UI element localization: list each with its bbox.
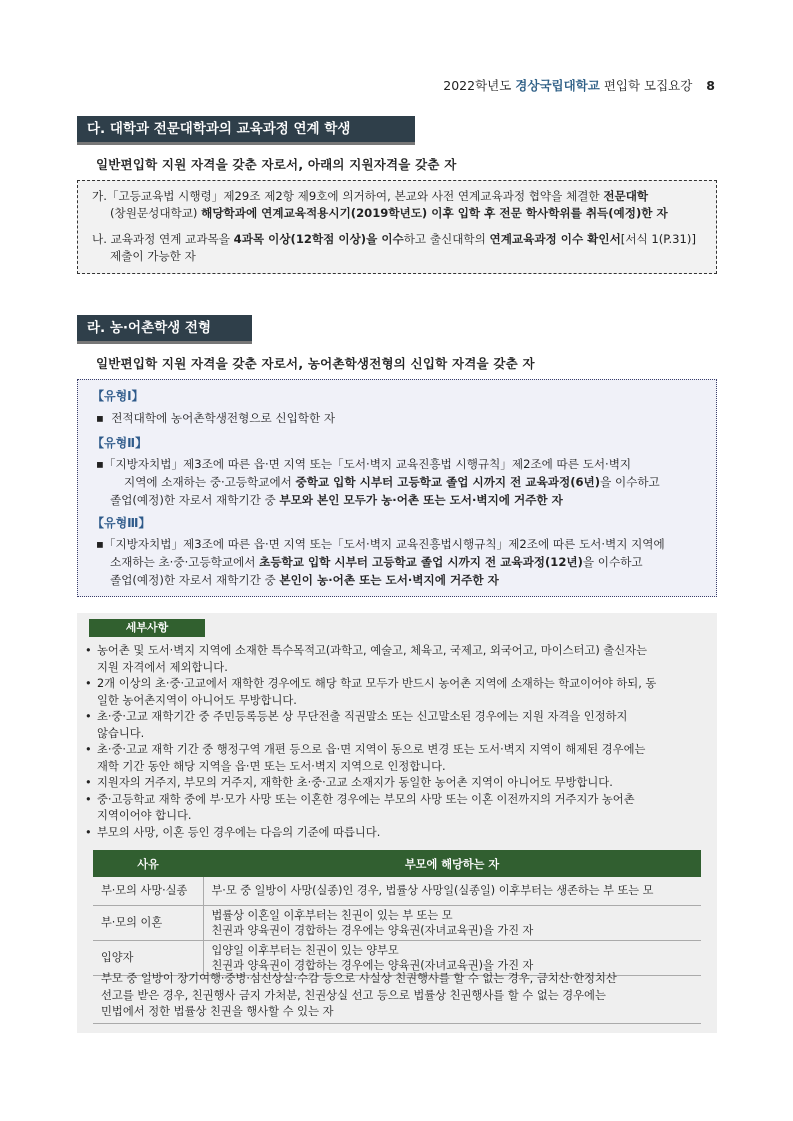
table-cell-guardian: 부·모 중 일방이 사망(실종)인 경우, 법률상 사망일(실종일) 이후부터는 생존하는 부 또는 모 [203,877,701,905]
bullet-7: • 부모의 사망, 이혼 등인 경우에는 다음의 기준에 따릅니다. [83,825,711,842]
type-2-label: 【유형Ⅱ】 [92,436,148,450]
type-1-label: 【유형Ⅰ】 [92,389,144,403]
bullet-3: • 초·중·고교 재학기간 중 주민등록등본 상 무단전출 직권말소 또는 신고말소된 경우에는 지원 자격을 인정하지 않습니다. [83,709,711,742]
section-da-title: 다. 대학과 전문대학과의 교육과정 연계 학생 [77,116,415,142]
header-brand: 경상국립대학교 [515,78,600,93]
section-da-subhead: 일반편입학 지원 자격을 갖춘 자로서, 아래의 지원자격을 갖춘 자 [96,157,457,172]
details-panel [77,613,717,1033]
guardian-table [93,850,701,976]
table-cell-reason: 부·모의 사망·실종 [93,877,203,905]
type-1-text: ▪ 전적대학에 농어촌학생전형으로 신입학한 자 [96,411,336,425]
type-2-text: ▪「지방자치법」제3조에 따른 읍·면 지역 또는「도서·벽지 교육진흥법 시행규칙」제2조에 따른 도서·벽지 지역에 소재하는 중·고등학교에서 중학교 입학 시부터 고등학교 졸업 시까지 전 교육과정(6년)을 이수하고 졸업(예정)한 자로서 재학기간 중 부모와 본인 모두가 농·어촌 또는 도서·벽지에 거주한 자 [96,457,660,507]
item-ga: 가.「고등교육법 시행령」제29조 제2항 제9호에 의거하여, 본교와 사전 연계교육과정 협약을 체결한 전문대학 (창원문성대학교) 해당학과에 연계교육적용시기(2019학년도) 이후 입학 후 전문 학사학위를 취득(예정)한 자 [92,189,668,220]
item-na: 나. 교육과정 연계 교과목을 4과목 이상(12학점 이상)을 이수하고 출신대학의 연계교육과정 이수 확인서[서식 1(P.31)] 제출이 가능한 자 [92,232,696,263]
section-ra-box [77,379,717,597]
table-cell-guardian: 입양일 이후부터는 친권이 있는 양부모 친권과 양육권이 경합하는 경우에는 양육권(자녀교육권)을 가진 자 [203,940,701,975]
table-header-row [93,850,701,877]
table-row [93,905,701,940]
section-da-box [77,180,717,274]
section-ra-title: 라. 농·어촌학생 전형 [77,315,252,341]
bullet-6: • 중·고등학교 재학 중에 부·모가 사망 또는 이혼한 경우에는 부모의 사망 또는 이혼 이전까지의 거주지가 농어촌 지역이어야 합니다. [83,792,711,825]
page-header [443,76,715,94]
header-suffix: 편입학 모집요강 [603,78,693,93]
type-3-text: ▪「지방자치법」제3조에 따른 읍·면 지역 또는「도서·벽지 교육진흥법시행규칙」제2조에 따른 도서·벽지 지역에 소재하는 초·중·고등학교에서 초등학교 입학 시부터 고등학교 졸업 시까지 전 교육과정(12년)을 이수하고 졸업(예정)한 자로서 재학기간 중 본인이 농·어촌 또는 도서·벽지에 거주한 자 [96,537,665,587]
section-ra-subhead: 일반편입학 지원 자격을 갖춘 자로서, 농어촌학생전형의 신입학 자격을 갖춘 자 [96,356,535,371]
table-cell-guardian: 법률상 이혼일 이후부터는 친권이 있는 부 또는 모 친권과 양육권이 경합하는 경우에는 양육권(자녀교육권)을 가진 자 [203,905,701,940]
table-cell-reason: 부·모의 이혼 [93,905,203,940]
table-cell-reason: 입양자 [93,940,203,975]
bullet-2: • 2개 이상의 초·중·고교에서 재학한 경우에도 해당 학교 모두가 반드시 농어촌 지역에 소재하는 학교이어야 하되, 동 일한 농어촌지역이 아니어도 무방합니다. [83,676,711,709]
header-year: 2022학년도 [443,78,512,93]
table-row [93,877,701,905]
table-header-guardian: 부모에 해당하는 자 [203,850,701,877]
type-3-label: 【유형Ⅲ】 [92,516,151,530]
bullet-4: • 초·중·고교 재학 기간 중 행정구역 개편 등으로 읍·면 지역이 동으로 변경 또는 도서·벽지 지역이 해제된 경우에는 재학 기간 동안 해당 지역을 읍·면 또는 도서·벽지 지역으로 인정합니다. [83,742,711,775]
bullet-1: • 농어촌 및 도서·벽지 지역에 소재한 특수목적고(과학고, 예술고, 체육고, 국제고, 외국어고, 마이스터고) 출신자는 지원 자격에서 제외합니다. [83,643,711,676]
details-bullets [83,643,711,841]
table-header-reason: 사유 [93,850,203,877]
details-footnote: 부모 중 일방이 장기여행·중병·심신상실·수감 등으로 사실상 친권행사를 할 수 없는 경우, 금치산·한정치산 선고를 받은 경우, 친권행사 금지 가처분, 친권상실 선고 등으로 법률상 친권행사를 할 수 없는 경우에는 민법에서 정한 법률상 친권을 행사할 수 있는 자 [93,969,701,1024]
page-number: 8 [706,78,715,93]
details-tag: 세부사항 [89,619,205,637]
bullet-5: • 지원자의 거주지, 부모의 거주지, 재학한 초·중·고교 소재지가 동일한 농어촌 지역이 아니어도 무방합니다. [83,775,711,792]
